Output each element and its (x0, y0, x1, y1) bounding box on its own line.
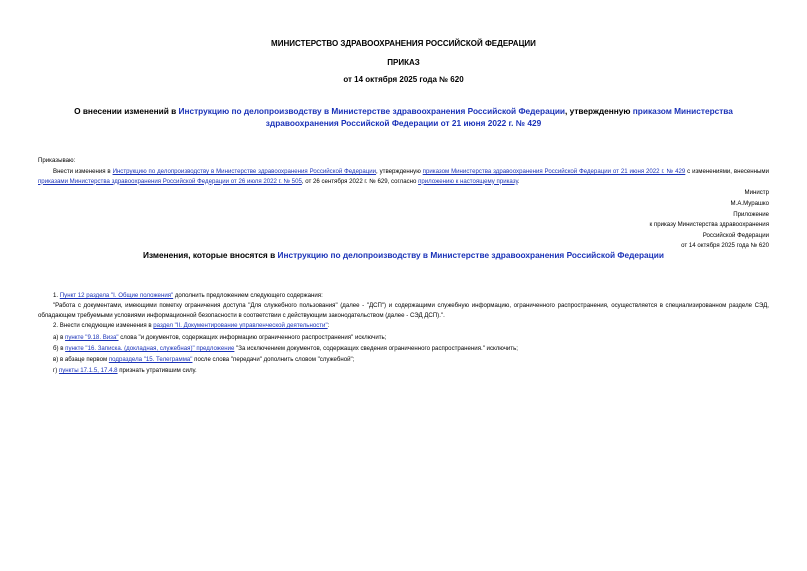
subject-prefix: О внесении изменений в (74, 106, 179, 116)
change-item-2 (38, 321, 769, 331)
item2b-text: "За исключением документов, содержащих сведения ограниченного распространения." исключить; (234, 345, 518, 352)
signature-position: Министр (744, 189, 769, 196)
document-type: ПРИКАЗ (387, 58, 420, 67)
item2b-link[interactable]: пункте "16. Записка. (докладная, служебная)" предложение (65, 345, 235, 352)
changes-title-prefix: Изменения, которые вносятся в (143, 250, 278, 260)
document-date-number: от 14 октября 2025 года № 620 (343, 75, 464, 84)
change-item-2v (38, 355, 769, 365)
p1-text-d: , от 26 сентября 2022 г. № 629, согласно (301, 177, 419, 185)
p1-order-429-link[interactable]: приказом Министерства здравоохранения Российской Федерации от 21 июня 2022 г. № 429 (422, 168, 686, 175)
document-subject (45, 105, 762, 129)
change-item-2b (38, 344, 769, 354)
item2b-prefix: б) в (53, 345, 66, 352)
item2v-text: после слова "передачи" дополнить словом "служебной"; (192, 356, 355, 363)
changes-title (40, 250, 767, 261)
appendix-line-2: Российской Федерации (702, 232, 769, 239)
ministry-heading: МИНИСТЕРСТВО ЗДРАВООХРАНЕНИЯ РОССИЙСКОЙ ФЕДЕРАЦИИ (271, 39, 536, 48)
p1-instruction-link[interactable]: Инструкцию по делопроизводству в Министерстве здравоохранения Российской Федерации (112, 168, 377, 175)
appendix-line-3: от 14 октября 2025 года № 620 (681, 242, 769, 249)
order-paragraph (38, 167, 769, 186)
item2-text-a: 2. Внести следующие изменения в (53, 322, 154, 329)
item2g-prefix: г) (53, 367, 59, 374)
change-item-1-quote: "Работа с документами, имеющими пометку ограничения доступа "Для служебного пользования" (далее - "ДСП") и содержащими служебную информацию, ограниченного распространения, осуществляется в специализированном разделе СЭД, обладающем требуемыми условиями информационной безопасности в соответствии с действующим законодательством (далее - СЭД ДСП).". (38, 302, 769, 319)
changes-instruction-link[interactable]: Инструкцию по делопроизводству в Министерстве здравоохранения Российской Федерации (277, 250, 664, 260)
appendix-label: Приложение (733, 211, 769, 218)
item1-link[interactable]: Пункт 12 раздела "I. Общие положения" (59, 292, 174, 299)
appendix-line-1: к приказу Министерства здравоохранения (649, 221, 769, 228)
item2v-prefix: в) в абзаце первом (53, 356, 109, 363)
item2g-link[interactable]: пункты 17.1.5, 17.4.8 (58, 367, 118, 374)
change-item-2a (38, 333, 769, 343)
p1-text-c: с изменениями, внесенными (685, 168, 770, 175)
item2v-link[interactable]: подраздела "15. Телеграмма" (108, 356, 193, 363)
change-item-1 (38, 291, 769, 301)
signature-name: М.А.Мурашко (730, 200, 769, 207)
item2a-link[interactable]: пункте "9.18. Виза" (65, 334, 119, 341)
subject-middle: , утвержденную (565, 106, 633, 116)
item2g-text: признать утратившим силу. (117, 367, 197, 374)
item2-link[interactable]: раздел "II. Документирование управленческой деятельности" (153, 322, 328, 329)
p1-text-a: Внести изменения в (53, 168, 113, 175)
p1-text-e: . (517, 177, 520, 185)
change-item-2g (38, 366, 769, 376)
item2a-text: слова "и документов, содержащих информацию ограниченного распространения" исключить; (118, 334, 387, 341)
instruction-link[interactable]: Инструкцию по делопроизводству в Министерстве здравоохранения Российской Федерации (178, 106, 566, 116)
p1-orders-link[interactable]: приказами Министерства здравоохранения Российской Федерации от 26 июля 2022 г. № 505 (38, 177, 302, 185)
item1-text: дополнить предложением следующего содержания: (173, 292, 323, 299)
item2-text-b: : (327, 322, 330, 329)
p1-text-b: , утвержденную (376, 168, 423, 175)
order-429-link[interactable]: приказом Министерства здравоохранения Российской Федерации от 21 июня 2022 г. № 429 (265, 106, 733, 128)
item2a-prefix: а) в (53, 334, 66, 341)
p1-appendix-link[interactable]: приложению к настоящему приказу (418, 177, 518, 185)
item1-number: 1. (53, 292, 60, 299)
order-word: Приказываю: (38, 157, 76, 164)
